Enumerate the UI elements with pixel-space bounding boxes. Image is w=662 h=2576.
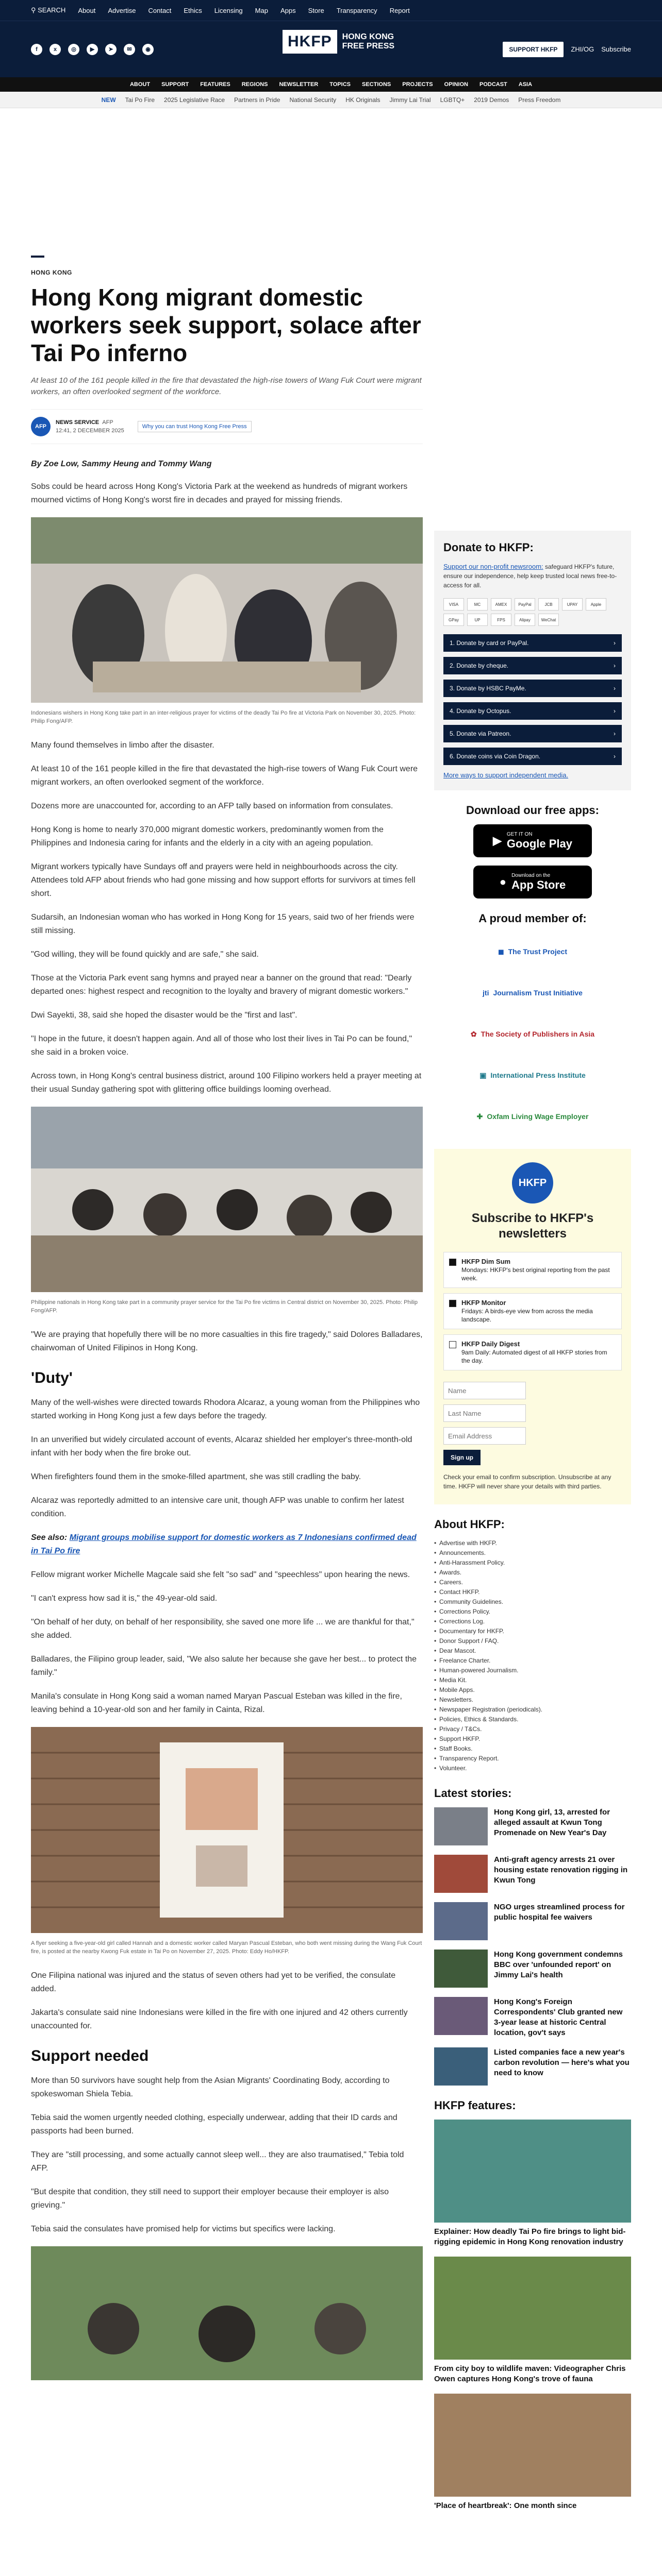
paragraph: "On behalf of her duty, on behalf of her responsibility, she saved one more life ... we are thankful for that," she added. — [31, 1618, 415, 1640]
paragraph: Migrant workers typically have Sundays off and prayers were held in neighbourhoods across the city. Attendees told AFP about friends who had gone missing and how support efforts for survivors at times fell short. — [31, 862, 416, 898]
latest-story[interactable] — [434, 2047, 631, 2086]
about-link[interactable]: • Donor Support / FAQ. — [434, 1636, 631, 1646]
checkbox-checked[interactable] — [449, 1300, 456, 1307]
wechat-icon: WeChat — [538, 614, 559, 626]
twitter-icon[interactable]: x — [49, 44, 61, 55]
nav-support[interactable]: SUPPORT — [161, 81, 189, 88]
about-link[interactable]: • Freelance Charter. — [434, 1656, 631, 1666]
feature-image[interactable] — [434, 2120, 631, 2223]
google-pay-icon: GPay — [443, 614, 464, 626]
rss-icon[interactable]: ◉ — [142, 44, 154, 55]
instagram-icon[interactable]: ◎ — [68, 44, 79, 55]
donate-box — [434, 531, 631, 790]
story-title[interactable]: Hong Kong girl, 13, arrested for alleged assault at Kwun Tong Promenade on New Year's Day — [494, 1808, 610, 1837]
mastercard-icon: MC — [467, 598, 488, 611]
article-photo-flyer — [31, 1727, 423, 1933]
site-header — [0, 21, 662, 77]
about-link[interactable]: • Contact HKFP. — [434, 1587, 631, 1597]
paragraph: Dozens more are unaccounted for, according to an AFP tally based on information from consulates. — [31, 802, 393, 810]
paragraph: Dwi Sayekti, 38, said she hoped the disaster would be the "first and last". — [31, 1011, 297, 1020]
about-link[interactable]: • Newsletters. — [434, 1695, 631, 1705]
about-link[interactable]: • Support HKFP. — [434, 1734, 631, 1744]
youtube-icon[interactable]: ▶ — [87, 44, 98, 55]
donate-option[interactable] — [443, 748, 622, 765]
avatar[interactable]: AFP — [31, 417, 51, 436]
newsletter-note: Check your email to confirm subscription. Unsubscribe at any time. HKFP will never share your details with third parties. — [443, 1473, 611, 1490]
about-link[interactable]: • Corrections Policy. — [434, 1607, 631, 1617]
app-store-button[interactable] — [473, 866, 592, 899]
paragraph: They are "still processing, and some actually cannot sleep well... they are also traumatised," Tebia told AFP. — [31, 2150, 404, 2173]
article-authors: By Zoe Low, Sammy Heung and Tommy Wang — [31, 460, 212, 468]
see-also-label: See also: — [31, 1533, 68, 1542]
nav-projects[interactable]: PROJECTS — [402, 81, 433, 88]
google-play-label: Google Play — [506, 837, 573, 850]
feature-title[interactable]: From city boy to wildlife maven: Videographer Chris Owen captures Hong Kong's trove of fauna — [434, 2364, 626, 2383]
byline-date: 12:41, 2 DECEMBER 2025 — [56, 428, 124, 434]
last-name-input[interactable] — [443, 1404, 526, 1422]
nav-newsletter[interactable]: NEWSLETTER — [279, 81, 319, 88]
latest-story[interactable] — [434, 1807, 631, 1845]
nav-about[interactable]: ABOUT — [129, 81, 151, 88]
donate-option-label: 4. Donate by Octopus. — [450, 707, 511, 715]
ipi-icon: ▣ — [479, 1071, 487, 1079]
see-also — [31, 1531, 423, 1558]
photo-illustration — [31, 517, 423, 703]
play-icon: ▶ — [492, 834, 502, 847]
ticker-item[interactable]: HK Originals — [345, 96, 380, 104]
telegram-icon[interactable]: ➤ — [105, 44, 117, 55]
trust-link[interactable]: Why you can trust Hong Kong Free Press — [138, 421, 252, 432]
chevron-right-icon: › — [614, 753, 616, 760]
photo-caption: A flyer seeking a five-year-old girl called Hannah and a domestic worker called Maryan Pascual Esteban, who both went missing during the Wang Fuk Court fire, is posted at the nearby Kwong Fuk estate in Tai Po on November 27, 2025. Photo: Eddy Ho/HKFP. — [31, 1940, 422, 1955]
article-photo-mourners — [31, 517, 423, 703]
chevron-right-icon: › — [614, 707, 616, 715]
logo-mark: HKFP — [283, 30, 337, 54]
about-title: About HKFP: — [434, 1518, 505, 1531]
logo-text: HONG KONG FREE PRESS — [342, 32, 395, 50]
paragraph: Jakarta's consulate said nine Indonesians were killed in the fire with one injured and 42 others currently unaccounted for. — [31, 2008, 408, 2030]
paragraph: More than 50 survivors have sought help from the Asian Migrants' Coordinating Body, according to spokeswoman Shiela Tebia. — [31, 2076, 390, 2098]
util-link-map[interactable]: Map — [255, 6, 268, 14]
paragraph: Many found themselves in limbo after the disaster. — [31, 741, 214, 750]
paragraph: Hong Kong is home to nearly 370,000 migrant domestic workers, predominantly women from the Philippines and Indonesia caring for infants and the elderly in a city with an ageing population. — [31, 825, 384, 848]
paragraph: Those at the Victoria Park event sang hymns and prayed near a banner on the ground that read: "Dearly departed ones: highest respect and recognition to the loyalty and bravery of migrant domestic workers." — [31, 974, 412, 996]
paragraph: Tebia said the women urgently needed clothing, especially underwear, adding that their ID cards and passports had been burned. — [31, 2113, 398, 2136]
nav-regions[interactable]: REGIONS — [241, 81, 268, 88]
search-icon: ⚲ — [31, 6, 38, 14]
paypal-icon: PayPal — [515, 598, 535, 611]
apps-title: Download our free apps: — [466, 804, 599, 817]
article-photo-bottom — [31, 2246, 423, 2380]
newsletter-name: HKFP Dim Sum — [461, 1258, 511, 1265]
paragraph: Across town, in Hong Kong's central business district, around 100 Filipino workers held a prayer meeting at their usual Sunday gathering spot with glittering office buildings looming overhead. — [31, 1072, 422, 1094]
app-store-small: Download on the — [511, 872, 551, 878]
donate-option-label: 1. Donate by card or PayPal. — [450, 639, 529, 647]
about-box — [434, 1518, 631, 1773]
signup-button[interactable]: Sign up — [443, 1450, 481, 1465]
subscribe-link[interactable]: Subscribe — [601, 45, 631, 53]
newsletter-desc: Fridays: A birds-eye view from across the media landscape. — [461, 1308, 593, 1323]
donate-option-label: 3. Donate by HSBC PayMe. — [450, 685, 526, 692]
article-subtitle: At least 10 of the 161 people killed in the fire that devastated the high-rise towers of Wang Fuk Court were migrant workers, an often overlooked segment of the workforce. — [31, 376, 422, 396]
photo-caption: Philippine nationals in Hong Kong take part in a community prayer service for the Tai Po fire victims in Central district on November 30, 2025. Photo: Philip Fong/AFP. — [31, 1299, 418, 1314]
email-input[interactable] — [443, 1427, 526, 1445]
newsletter-desc: Mondays: HKFP's best original reporting from the past week. — [461, 1266, 610, 1282]
nav-asia[interactable]: ASIA — [518, 81, 533, 88]
google-play-small: GET IT ON — [506, 831, 533, 837]
story-thumbnail[interactable] — [434, 1855, 488, 1893]
jti-icon: jti — [483, 989, 489, 997]
nav-sections[interactable]: SECTIONS — [362, 81, 391, 88]
about-link[interactable]: • Transparency Report. — [434, 1754, 631, 1764]
main-nav — [0, 77, 662, 92]
about-link[interactable]: • Mobile Apps. — [434, 1685, 631, 1695]
about-list — [434, 1538, 631, 1773]
latest-list — [434, 1807, 631, 2086]
story-title[interactable]: Hong Kong government condemns BBC over 'unfounded report' on Jimmy Lai's health — [494, 1950, 623, 1979]
newsletter-desc: 9am Daily: Automated digest of all HKFP stories from the day. — [461, 1349, 607, 1364]
about-link[interactable]: • Media Kit. — [434, 1675, 631, 1685]
photo-illustration — [31, 2246, 423, 2380]
section-heading-support: Support needed — [31, 2047, 149, 2064]
member-title: A proud member of: — [478, 912, 587, 925]
byline-by[interactable]: AFP — [102, 419, 113, 426]
org-name: The Trust Project — [508, 947, 567, 956]
article-photo-prayer — [31, 1107, 423, 1292]
paragraph: Manila's consulate in Hong Kong said a woman named Maryan Pascual Esteban was killed in the fire, leaving behind a 10-year-old son and her family in Cainta, Rizal. — [31, 1692, 402, 1714]
email-icon[interactable]: ✉ — [124, 44, 135, 55]
org-name: The Society of Publishers in Asia — [481, 1030, 595, 1038]
story-title[interactable]: Anti-graft agency arrests 21 over housing estate renovation rigging in Kwun Tong — [494, 1855, 628, 1885]
newsletter-title: Subscribe to HKFP's newsletters — [471, 1211, 594, 1241]
util-link-licensing[interactable]: Licensing — [214, 6, 243, 14]
more-ways-link[interactable]: More ways to support independent media. — [443, 771, 569, 779]
ticker-item[interactable]: Jimmy Lai Trial — [389, 96, 431, 104]
latest-story[interactable] — [434, 1855, 631, 1893]
util-link-transparency[interactable]: Transparency — [336, 6, 377, 14]
accent-bar — [31, 256, 44, 258]
story-thumbnail[interactable] — [434, 1902, 488, 1940]
sopa-icon: ✿ — [470, 1029, 477, 1038]
feature-story[interactable] — [434, 2257, 631, 2384]
fps-icon: FPS — [491, 614, 511, 626]
org-name: International Press Institute — [490, 1071, 586, 1079]
about-link[interactable]: • Newspaper Registration (periodicals). — [434, 1705, 631, 1715]
paragraph: Sobs could be heard across Hong Kong's Victoria Park at the weekend as hundreds of migrant workers mourned victims of Hong Kong's worst fire in decades and prayed for missing friends. — [31, 482, 408, 504]
story-title[interactable]: Listed companies face a new year's carbon revolution — here's what you need to know — [494, 2048, 630, 2077]
byline — [31, 409, 423, 444]
donate-option-label: 5. Donate via Patreon. — [450, 730, 511, 737]
about-link[interactable]: • Dear Mascot. — [434, 1646, 631, 1656]
story-title[interactable]: Hong Kong's Foreign Correspondents' Club granted new 3-year lease at historic Central location, gov't says — [494, 1997, 623, 2037]
oxfam-icon: ✚ — [476, 1112, 483, 1121]
jcb-icon: JCB — [538, 598, 559, 611]
unionpay-icon: UP — [467, 614, 488, 626]
about-link[interactable]: • Awards. — [434, 1568, 631, 1578]
paragraph: In an unverified but widely circulated account of events, Alcaraz shielded her employer's three-month-old infant with her body when the fire broke out. — [31, 1435, 412, 1458]
jti-logo[interactable] — [483, 979, 583, 1007]
about-link[interactable]: • Human-powered Journalism. — [434, 1666, 631, 1675]
article — [31, 256, 423, 2386]
story-thumbnail[interactable] — [434, 1807, 488, 1845]
nav-opinion[interactable]: OPINION — [444, 81, 468, 88]
upay-icon: UPAY — [562, 598, 583, 611]
support-button[interactable]: SUPPORT HKFP — [503, 42, 564, 57]
util-link-contact[interactable]: Contact — [148, 6, 172, 14]
util-link-about[interactable]: About — [78, 6, 96, 14]
see-also-link[interactable]: Migrant groups mobilise support for domestic workers as 7 Indonesians confirmed dead in Tai Po fire — [31, 1533, 417, 1555]
latest-story[interactable] — [434, 1997, 631, 2038]
feature-title[interactable]: Explainer: How deadly Tai Po fire brings to light bid-rigging epidemic in Hong Kong renovation industry — [434, 2227, 626, 2246]
about-link[interactable]: • Policies, Ethics & Standards. — [434, 1715, 631, 1724]
latest-title: Latest stories: — [434, 1787, 512, 1800]
donate-link[interactable]: Support our non-profit newsroom: — [443, 563, 543, 570]
donate-option[interactable] — [443, 702, 622, 720]
photo-caption: Indonesians wishers in Hong Kong take part in an inter-religious prayer for victims of the deadly Tai Po fire at Victoria Park on November 30, 2025. Photo: Philip Fong/AFP. — [31, 710, 416, 724]
search-link[interactable] — [31, 6, 65, 14]
apple-pay-icon: Apple — [586, 598, 606, 611]
about-link[interactable]: • Documentary for HKFP. — [434, 1626, 631, 1636]
site-logo[interactable] — [283, 30, 409, 54]
story-thumbnail[interactable] — [434, 2047, 488, 2086]
facebook-icon[interactable]: f — [31, 44, 42, 55]
nav-topics[interactable]: TOPICS — [329, 81, 351, 88]
byline-meta — [56, 418, 124, 435]
paragraph: Tebia said the consulates have promised help for victims but specifics were lacking. — [31, 2225, 336, 2233]
ticker-item[interactable]: 2019 Demos — [474, 96, 509, 104]
topic-ticker — [0, 92, 662, 108]
sidebar — [434, 531, 631, 2520]
photo-illustration — [31, 1107, 423, 1292]
amex-icon: AMEX — [491, 598, 511, 611]
latest-box — [434, 1787, 631, 2086]
story-title[interactable]: NGO urges streamlined process for public hospital fee waivers — [494, 1903, 625, 1922]
feature-title[interactable]: 'Place of heartbreak': One month since — [434, 2501, 577, 2510]
paragraph: "I hope in the future, it doesn't happen again. And all of those who lost their lives in Tai Po can be found," she said in a broken voice. — [31, 1035, 412, 1057]
about-link[interactable]: • Advertise with HKFP. — [434, 1538, 631, 1548]
donate-option[interactable] — [443, 725, 622, 742]
paragraph: "We are praying that hopefully there will be no more casualties in this fire tragedy," said Dolores Balladares, chairwoman of United Filipinos in Hong Kong. — [31, 1330, 423, 1352]
photo-illustration — [31, 1727, 423, 1933]
checkbox-checked[interactable] — [449, 1259, 456, 1266]
newsletter-option[interactable] — [443, 1293, 622, 1329]
ticker-item[interactable]: Partners in Pride — [234, 96, 280, 104]
paragraph: At least 10 of the 161 people killed in the fire that devastated the high-rise towers of Wang Fuk Court were migrant workers, an often overlooked segment of the workforce. — [31, 765, 418, 787]
util-link-store[interactable]: Store — [308, 6, 324, 14]
apps-box — [434, 804, 631, 899]
paragraph: Balladares, the Filipino group leader, said, "We also salute her because she gave her best... to protect the family." — [31, 1655, 417, 1677]
new-badge: NEW — [101, 96, 116, 104]
feature-image[interactable] — [434, 2394, 631, 2497]
first-name-input[interactable] — [443, 1382, 526, 1399]
latest-story[interactable] — [434, 1902, 631, 1940]
util-link-advertise[interactable]: Advertise — [108, 6, 136, 14]
chevron-right-icon: › — [614, 639, 616, 647]
donate-option-label: 2. Donate by cheque. — [450, 662, 509, 669]
util-link-report[interactable]: Report — [389, 6, 410, 14]
paragraph: Sudarsih, an Indonesian woman who has worked in Hong Kong for 15 years, said two of her friends were still missing. — [31, 913, 415, 935]
util-link-apps[interactable]: Apps — [280, 6, 296, 14]
ticker-item[interactable]: Tai Po Fire — [125, 96, 155, 104]
trust-project-logo[interactable] — [498, 938, 567, 965]
paragraph: "I can't express how sad it is," the 49-year-old said. — [31, 1594, 218, 1603]
apple-icon: ● — [499, 875, 507, 888]
newsletter-badge: HKFP — [512, 1162, 553, 1204]
about-link[interactable]: • Careers. — [434, 1578, 631, 1587]
member-box — [434, 912, 631, 1136]
latest-story[interactable] — [434, 1950, 631, 1988]
article-category[interactable]: HONG KONG — [31, 269, 72, 276]
donate-option[interactable] — [443, 634, 622, 652]
utility-bar — [0, 0, 662, 21]
newsletter-name: HKFP Daily Digest — [461, 1340, 520, 1348]
newsletter-box — [434, 1149, 631, 1504]
about-link[interactable]: • Corrections Log. — [434, 1617, 631, 1626]
about-link[interactable]: • Volunteer. — [434, 1764, 631, 1773]
nav-features[interactable]: FEATURES — [200, 81, 230, 88]
feature-story[interactable] — [434, 2120, 631, 2247]
about-link[interactable]: • Announcements. — [434, 1548, 631, 1558]
visa-icon: VISA — [443, 598, 464, 611]
story-thumbnail[interactable] — [434, 1950, 488, 1988]
chevron-right-icon: › — [614, 662, 616, 669]
org-name: Oxfam Living Wage Employer — [487, 1112, 589, 1121]
paragraph: "God willing, they will be found quickly and are safe," she said. — [31, 950, 259, 959]
donate-title: Donate to HKFP: — [443, 541, 534, 554]
newsletter-name: HKFP Monitor — [461, 1299, 506, 1307]
paragraph: Alcaraz was reportedly admitted to an intensive care unit, though AFP was unable to confirm her latest condition. — [31, 1496, 404, 1518]
features-title: HKFP features: — [434, 2099, 516, 2112]
nav-podcast[interactable]: PODCAST — [479, 81, 507, 88]
feature-image[interactable] — [434, 2257, 631, 2360]
about-link[interactable]: • Community Guidelines. — [434, 1597, 631, 1607]
ticker-item[interactable]: Press Freedom — [518, 96, 561, 104]
donate-option-label: 6. Donate coins via Coin Dragon. — [450, 753, 541, 760]
ticker-item[interactable]: 2025 Legislative Race — [164, 96, 225, 104]
chevron-right-icon: › — [614, 730, 616, 737]
about-link[interactable]: • Anti-Harassment Policy. — [434, 1558, 631, 1568]
feature-story[interactable] — [434, 2394, 631, 2511]
paragraph: When firefighters found them in the smoke-filled apartment, she was still cradling the baby. — [31, 1472, 361, 1481]
ticker-item[interactable]: LGBTQ+ — [440, 96, 465, 104]
article-title: Hong Kong migrant domestic workers seek support, solace after Tai Po inferno — [31, 284, 421, 366]
oxfam-logo[interactable] — [477, 1103, 589, 1130]
newsletter-option[interactable] — [443, 1334, 622, 1370]
donate-option[interactable] — [443, 680, 622, 697]
paragraph: Fellow migrant worker Michelle Magcale said she felt "so sad" and "speechless" upon hearing the news. — [31, 1570, 410, 1579]
search-label: SEARCH — [38, 6, 66, 14]
trust-project-icon: ◼ — [498, 947, 504, 956]
ticker-item[interactable]: National Security — [289, 96, 337, 104]
util-link-ethics[interactable]: Ethics — [184, 6, 202, 14]
payment-cards — [443, 598, 622, 626]
story-thumbnail[interactable] — [434, 1997, 488, 2035]
donate-text: safeguard HKFP's future, ensure our independence, help keep trusted local news free-to-access for all. — [443, 563, 617, 589]
byline-source: NEWS SERVICE — [56, 419, 100, 426]
donate-option[interactable] — [443, 657, 622, 674]
app-store-label: App Store — [511, 878, 566, 891]
paragraph: One Filipina national was injured and the status of seven others had yet to be verified, the consulate added. — [31, 1971, 396, 1993]
about-link[interactable]: • Privacy / T&Cs. — [434, 1724, 631, 1734]
checkbox-unchecked[interactable] — [449, 1341, 456, 1348]
google-play-button[interactable] — [473, 824, 592, 857]
alipay-icon: Alipay — [515, 614, 535, 626]
section-heading-duty: 'Duty' — [31, 1369, 73, 1386]
paragraph: "But despite that condition, they still need to support their employer because their employer is also grieving." — [31, 2188, 389, 2210]
org-name: Journalism Trust Initiative — [493, 989, 583, 997]
features-list — [434, 2120, 631, 2511]
sopa-logo[interactable] — [471, 1020, 594, 1048]
features-box — [434, 2099, 631, 2511]
ipi-logo[interactable] — [479, 1061, 586, 1089]
social-links — [31, 44, 154, 55]
paragraph: Many of the well-wishes were directed towards Rhodora Alcaraz, a young woman from the Philippines who started working in Hong Kong just a few days before the tragedy. — [31, 1398, 420, 1420]
chevron-right-icon: › — [614, 685, 616, 692]
newsletter-option[interactable] — [443, 1252, 622, 1288]
about-link[interactable]: • Staff Books. — [434, 1744, 631, 1754]
language-switch[interactable]: ZHI/OG — [571, 45, 594, 53]
